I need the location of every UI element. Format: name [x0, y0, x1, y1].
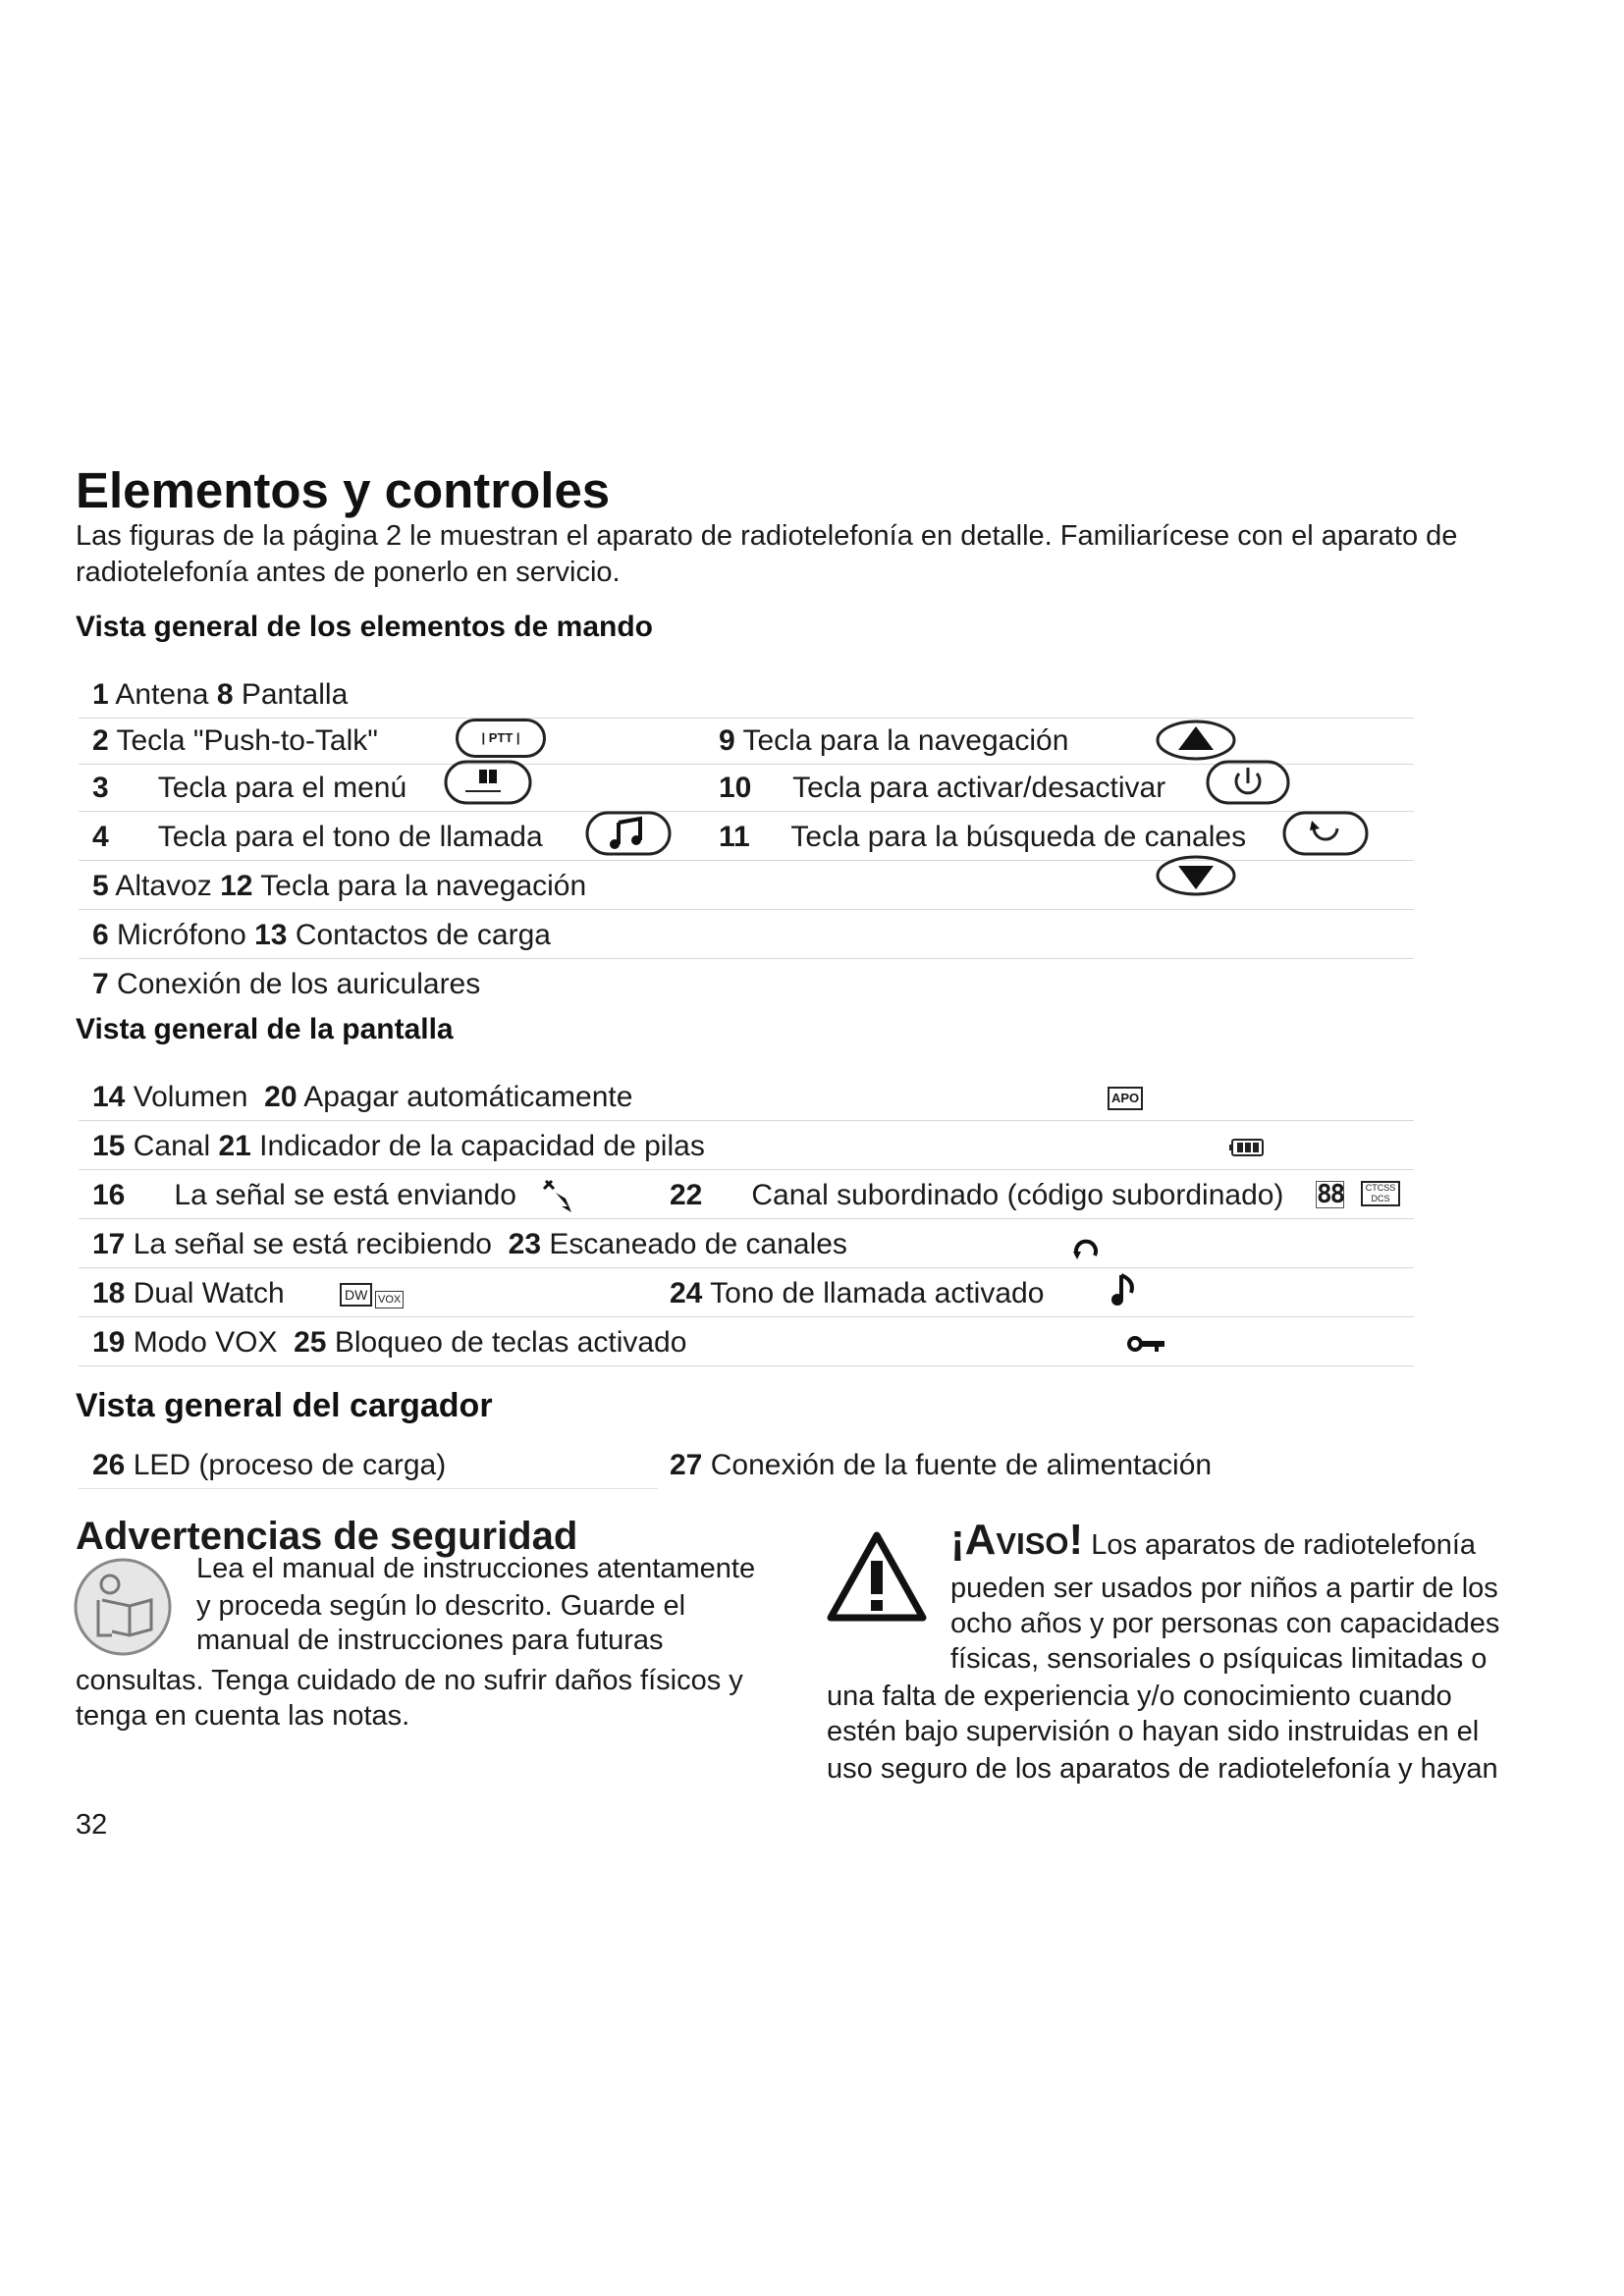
- charger-26: 26 LED (proceso de carga): [92, 1449, 447, 1481]
- display-24: 24 Tono de llamada activado: [670, 1277, 1045, 1309]
- display-19: 19 Modo VOX 25 Bloqueo de teclas activado: [92, 1326, 687, 1359]
- ctcss-dcs-icon: CTCSS DCS: [1361, 1181, 1400, 1206]
- display-17: 17 La señal se está recibiendo 23 Escaneado de canales: [92, 1228, 847, 1260]
- display-16: 16 La señal se está enviando: [92, 1179, 516, 1211]
- control-row-5: [79, 864, 1414, 910]
- transmit-icon: [542, 1177, 575, 1212]
- charger-27: 27 Conexión de la fuente de alimentación: [670, 1449, 1213, 1481]
- safety-line-1: Lea el manual de instrucciones atentamente: [196, 1553, 756, 1584]
- warning-line-3: ocho años y por personas con capacidades: [950, 1608, 1500, 1639]
- page-number: 32: [76, 1809, 108, 1841]
- book-person-icon: [73, 1557, 173, 1657]
- charger-heading: Vista general del cargador: [76, 1387, 493, 1424]
- dual-watch-icon: DW: [340, 1283, 372, 1307]
- display-row-18: [79, 1271, 1414, 1317]
- control-row-2: [79, 719, 1414, 765]
- warning-triangle-icon: [825, 1529, 929, 1624]
- control-1: 1 Antena 8 Pantalla: [92, 678, 349, 711]
- control-row-3: [79, 766, 1414, 812]
- display-row-14: [79, 1075, 1414, 1121]
- warning-title: ¡Aviso!: [950, 1516, 1084, 1564]
- warning-line-7: uso seguro de los aparatos de radiotelefonía y hayan: [827, 1753, 1498, 1785]
- display-row-16: [79, 1173, 1414, 1219]
- warning-line-2: pueden ser usados por niños a partir de los: [950, 1573, 1498, 1604]
- intro-paragraph: Las figuras de la página 2 le muestran el aparato de radiotelefonía en detalle. Familiarícese con el aparato de radiotelefonía antes de ponerlo en servicio.: [76, 520, 1458, 588]
- control-5: 5 Altavoz 12 Tecla para la navegación: [92, 870, 587, 902]
- display-heading: Vista general de la pantalla: [76, 1013, 454, 1045]
- control-row-7: [79, 962, 1414, 1007]
- control-9: 9 Tecla para la navegación: [719, 724, 1069, 757]
- scan-icon: [1282, 811, 1369, 856]
- safety-line-3: manual de instrucciones para futuras: [196, 1625, 664, 1656]
- control-4: 4 Tecla para el tono de llamada: [92, 821, 543, 853]
- warning-first-line: ¡Aviso! Los aparatos de radiotelefonía: [950, 1516, 1477, 1564]
- warning-line-6: estén bajo supervisión o hayan sido instruidas en el: [827, 1716, 1480, 1747]
- controls-heading: Vista general de los elementos de mando: [76, 611, 653, 643]
- vox-icon: VOX: [375, 1291, 404, 1308]
- charger-row: [79, 1443, 658, 1489]
- control-row-6: [79, 913, 1414, 959]
- scan-symbol-icon: [1072, 1234, 1100, 1259]
- display-15: 15 Canal 21 Indicador de la capacidad de pilas: [92, 1130, 705, 1162]
- apo-icon: APO: [1108, 1087, 1143, 1110]
- display-row-17: [79, 1222, 1414, 1268]
- display-row-15: [79, 1124, 1414, 1170]
- control-2: 2 Tecla "Push-to-Talk": [92, 724, 378, 757]
- control-6: 6 Micrófono 13 Contactos de carga: [92, 919, 551, 951]
- control-10: 10 Tecla para activar/desactivar: [719, 772, 1166, 804]
- safety-line-5: tenga en cuenta las notas.: [76, 1700, 410, 1732]
- control-3: 3 Tecla para el menú: [92, 772, 407, 804]
- key-lock-icon: [1127, 1334, 1166, 1354]
- battery-icon: [1229, 1138, 1265, 1157]
- display-14: 14 Volumen 20 Apagar automáticamente: [92, 1081, 633, 1113]
- control-11: 11 Tecla para la búsqueda de canales: [719, 821, 1247, 853]
- ptt-key-icon: | PTT |: [456, 719, 546, 758]
- control-row-1: [79, 672, 1414, 719]
- control-7: 7 Conexión de los auriculares: [92, 968, 481, 1000]
- menu-key-icon: [444, 760, 532, 805]
- warning-line-4: físicas, sensoriales o psíquicas limitadas o: [950, 1643, 1488, 1675]
- music-note-icon: [1110, 1273, 1139, 1308]
- safety-heading: Advertencias de seguridad: [76, 1515, 578, 1558]
- ring-tone-key-icon: [585, 811, 672, 856]
- page-title: Elementos y controles: [76, 462, 611, 518]
- power-icon: [1206, 760, 1290, 805]
- down-arrow-icon: [1155, 854, 1237, 897]
- segment-88-icon: 88: [1317, 1180, 1344, 1209]
- display-18: 18 Dual Watch: [92, 1277, 285, 1309]
- safety-line-4: consultas. Tenga cuidado de no sufrir daños físicos y: [76, 1665, 743, 1696]
- warning-line-5: una falta de experiencia y/o conocimiento cuando: [827, 1681, 1452, 1712]
- display-22: 22 Canal subordinado (código subordinado): [670, 1179, 1284, 1211]
- safety-line-2: y proceda según lo descrito. Guarde el: [196, 1590, 686, 1622]
- up-arrow-icon: [1155, 719, 1237, 762]
